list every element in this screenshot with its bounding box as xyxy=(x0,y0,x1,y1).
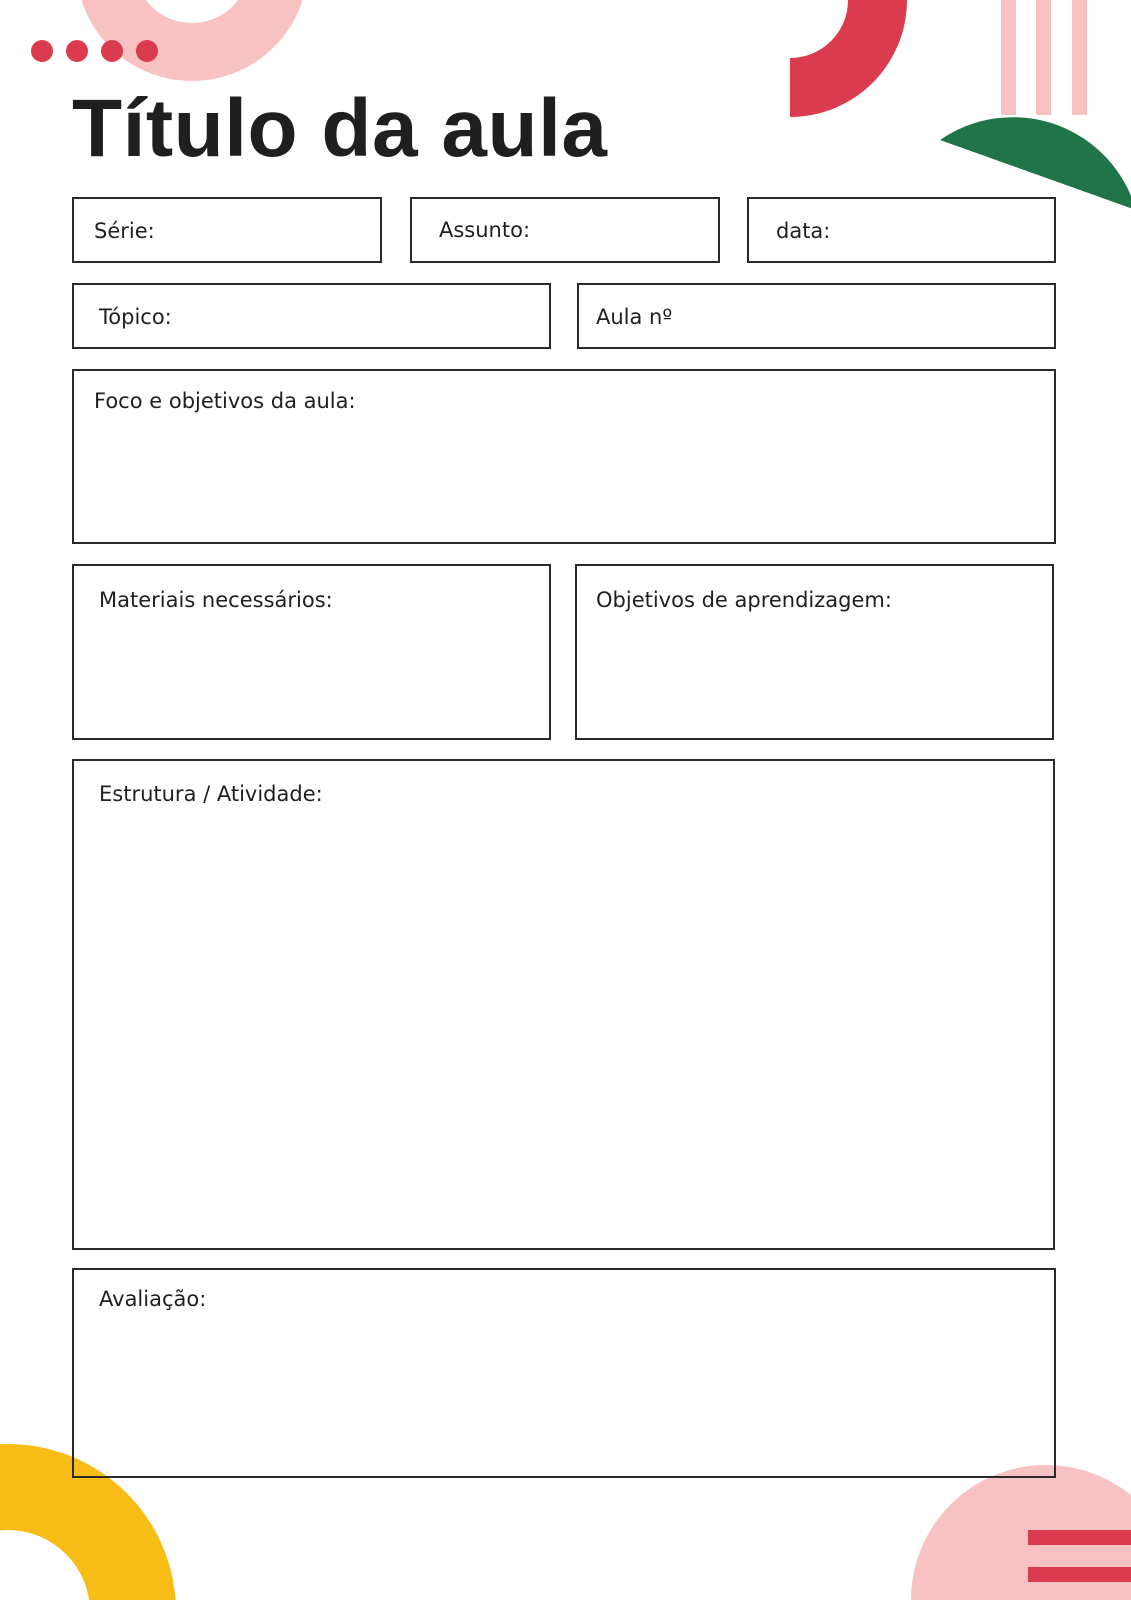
aula-no-label: Aula nº xyxy=(596,305,673,329)
materiais-label: Materiais necessários: xyxy=(99,588,333,612)
page-title: Título da aula xyxy=(72,83,608,174)
assunto-field[interactable] xyxy=(410,197,720,263)
aula-no-field[interactable] xyxy=(577,283,1056,349)
topico-field[interactable] xyxy=(72,283,551,349)
materiais-field[interactable] xyxy=(72,564,551,740)
pink-bar xyxy=(1072,0,1087,115)
pink-bar xyxy=(1036,0,1051,115)
topico-label: Tópico: xyxy=(99,305,172,329)
serie-field[interactable] xyxy=(72,197,382,263)
red-arc-top xyxy=(790,0,907,117)
red-bar xyxy=(1028,1530,1131,1545)
avaliacao-label: Avaliação: xyxy=(99,1287,207,1311)
estrutura-field[interactable] xyxy=(72,759,1055,1250)
estrutura-label: Estrutura / Atividade: xyxy=(99,782,323,806)
foco-label: Foco e objetivos da aula: xyxy=(94,389,356,413)
objetivos-label: Objetivos de aprendizagem: xyxy=(596,588,892,612)
objetivos-field[interactable] xyxy=(575,564,1054,740)
assunto-label: Assunto: xyxy=(439,218,531,242)
red-dot xyxy=(31,40,53,62)
pink-bar xyxy=(1001,0,1016,115)
red-dot xyxy=(136,40,158,62)
data-field[interactable] xyxy=(747,197,1056,263)
red-bar xyxy=(1028,1567,1131,1582)
red-dot xyxy=(66,40,88,62)
red-dot xyxy=(101,40,123,62)
serie-label: Série: xyxy=(94,219,155,243)
data-label: data: xyxy=(776,219,831,243)
avaliacao-field[interactable] xyxy=(72,1268,1056,1478)
foco-field[interactable] xyxy=(72,369,1056,544)
